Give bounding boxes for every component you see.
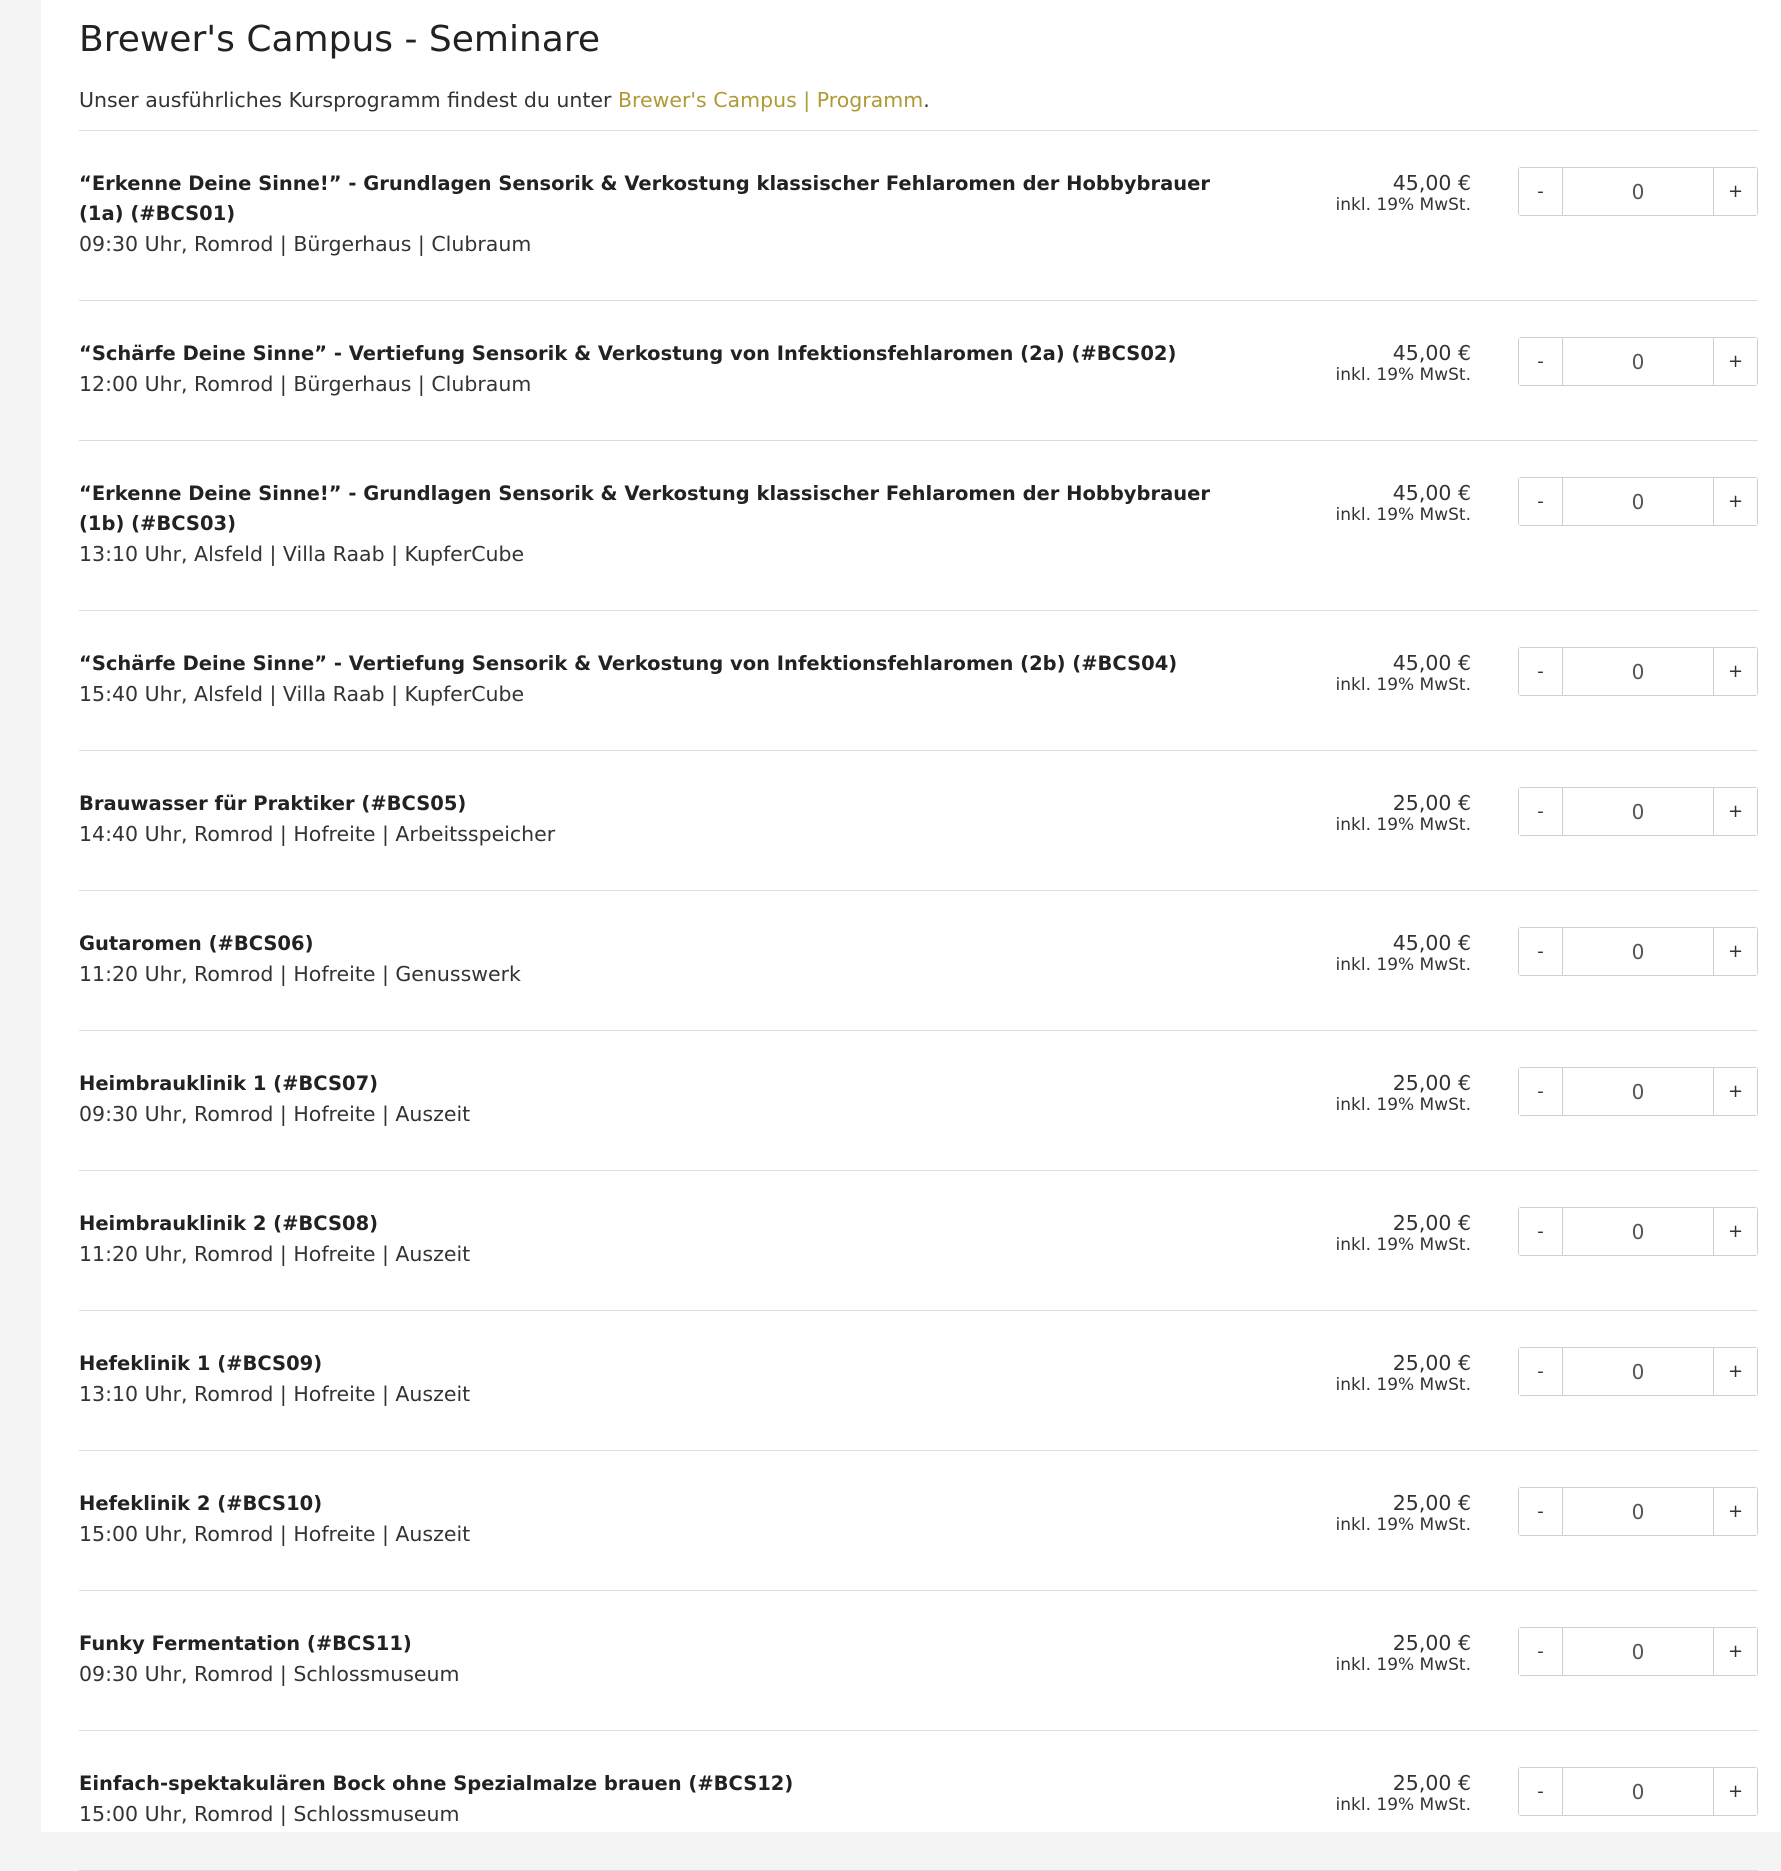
page-title: Brewer's Campus - Seminare: [79, 19, 601, 60]
seminar-price: [1336, 481, 1472, 525]
seminar-row: [79, 301, 1758, 441]
price-tax-note: inkl. 19% MwSt.: [1335, 365, 1471, 385]
seminar-price: [1336, 1071, 1472, 1115]
quantity-input[interactable]: [1563, 1348, 1713, 1395]
quantity-stepper: [1518, 477, 1758, 526]
price-amount: 25,00 €: [1392, 1771, 1471, 1795]
seminar-info: [79, 1209, 1229, 1270]
seminar-info: [79, 649, 1229, 710]
quantity-stepper: [1518, 1487, 1758, 1536]
seminar-title: Einfach-spektakulären Bock ohne Spezialmalze brauen (#BCS12): [79, 1772, 794, 1795]
quantity-input[interactable]: [1563, 478, 1713, 525]
seminar-price: [1336, 1351, 1472, 1395]
quantity-input[interactable]: [1563, 1628, 1713, 1675]
intro-prefix: Unser ausführliches Kursprogramm findest du unter: [79, 88, 618, 112]
seminar-row: [79, 611, 1758, 751]
quantity-input[interactable]: [1563, 1208, 1713, 1255]
increase-quantity-button[interactable]: +: [1713, 338, 1757, 385]
decrease-quantity-button[interactable]: -: [1519, 1348, 1563, 1395]
seminar-list: [79, 131, 1758, 1871]
seminar-info: [79, 1069, 1229, 1130]
decrease-quantity-button[interactable]: -: [1519, 168, 1563, 215]
quantity-stepper: [1518, 647, 1758, 696]
decrease-quantity-button[interactable]: -: [1519, 1488, 1563, 1535]
quantity-stepper: [1518, 337, 1758, 386]
seminar-info: [79, 929, 1229, 990]
seminar-info: [79, 1349, 1229, 1410]
quantity-input[interactable]: [1563, 1068, 1713, 1115]
quantity-input[interactable]: [1563, 1768, 1713, 1815]
content: [79, 0, 1758, 1871]
increase-quantity-button[interactable]: +: [1713, 1488, 1757, 1535]
increase-quantity-button[interactable]: +: [1713, 1768, 1757, 1815]
quantity-input[interactable]: [1563, 168, 1713, 215]
seminar-price: [1336, 1771, 1472, 1815]
seminar-details: 12:00 Uhr, Romrod | Bürgerhaus | Clubraum: [79, 372, 532, 396]
seminar-info: [79, 339, 1229, 400]
seminar-row: [79, 441, 1758, 611]
seminar-row: [79, 1591, 1758, 1731]
price-tax-note: inkl. 19% MwSt.: [1335, 1515, 1471, 1535]
seminar-row: [79, 891, 1758, 1031]
seminar-title: Hefeklinik 1 (#BCS09): [79, 1352, 323, 1375]
decrease-quantity-button[interactable]: -: [1519, 1768, 1563, 1815]
seminar-price: [1336, 791, 1472, 835]
price-tax-note: inkl. 19% MwSt.: [1335, 195, 1471, 215]
intro-text: [79, 87, 1758, 131]
increase-quantity-button[interactable]: +: [1713, 648, 1757, 695]
seminar-title: “Erkenne Deine Sinne!” - Grundlagen Sensorik & Verkostung klassischer Fehlaromen der Hobbybrauer (1a) (#BCS01): [79, 172, 1210, 225]
price-tax-note: inkl. 19% MwSt.: [1335, 1655, 1471, 1675]
seminar-title: “Erkenne Deine Sinne!” - Grundlagen Sensorik & Verkostung klassischer Fehlaromen der Hobbybrauer (1b) (#BCS03): [79, 482, 1210, 535]
seminar-details: 15:40 Uhr, Alsfeld | Villa Raab | KupferCube: [79, 682, 525, 706]
seminar-row: [79, 1451, 1758, 1591]
seminar-row: [79, 1731, 1758, 1871]
quantity-stepper: [1518, 1207, 1758, 1256]
seminar-info: [79, 1629, 1229, 1690]
seminar-title: Hefeklinik 2 (#BCS10): [79, 1492, 323, 1515]
seminar-price: [1336, 931, 1472, 975]
price-amount: 45,00 €: [1392, 341, 1471, 365]
seminar-price: [1336, 171, 1472, 215]
quantity-input[interactable]: [1563, 788, 1713, 835]
seminar-price: [1336, 1491, 1472, 1535]
seminar-price: [1336, 341, 1472, 385]
intro-suffix: .: [923, 88, 930, 112]
increase-quantity-button[interactable]: +: [1713, 1348, 1757, 1395]
seminar-title: Brauwasser für Praktiker (#BCS05): [79, 792, 467, 815]
seminar-details: 11:20 Uhr, Romrod | Hofreite | Auszeit: [79, 1242, 471, 1266]
quantity-input[interactable]: [1563, 928, 1713, 975]
quantity-stepper: [1518, 927, 1758, 976]
price-amount: 45,00 €: [1392, 931, 1471, 955]
price-amount: 45,00 €: [1392, 481, 1471, 505]
seminar-price: [1336, 651, 1472, 695]
seminar-details: 09:30 Uhr, Romrod | Schlossmuseum: [79, 1662, 460, 1686]
seminar-details: 09:30 Uhr, Romrod | Bürgerhaus | Clubraum: [79, 232, 532, 256]
seminar-details: 13:10 Uhr, Alsfeld | Villa Raab | KupferCube: [79, 542, 525, 566]
decrease-quantity-button[interactable]: -: [1519, 1208, 1563, 1255]
seminar-details: 11:20 Uhr, Romrod | Hofreite | Genusswerk: [79, 962, 521, 986]
price-tax-note: inkl. 19% MwSt.: [1335, 1235, 1471, 1255]
increase-quantity-button[interactable]: +: [1713, 788, 1757, 835]
seminar-details: 09:30 Uhr, Romrod | Hofreite | Auszeit: [79, 1102, 471, 1126]
seminar-info: [79, 1769, 1229, 1830]
quantity-input[interactable]: [1563, 648, 1713, 695]
price-tax-note: inkl. 19% MwSt.: [1335, 1795, 1471, 1815]
quantity-stepper: [1518, 1767, 1758, 1816]
seminar-row: [79, 1031, 1758, 1171]
seminar-title: Gutaromen (#BCS06): [79, 932, 314, 955]
quantity-input[interactable]: [1563, 338, 1713, 385]
seminar-info: [79, 789, 1229, 850]
decrease-quantity-button[interactable]: -: [1519, 648, 1563, 695]
seminar-row: [79, 131, 1758, 301]
price-amount: 25,00 €: [1392, 1211, 1471, 1235]
price-amount: 25,00 €: [1392, 1631, 1471, 1655]
decrease-quantity-button[interactable]: -: [1519, 788, 1563, 835]
decrease-quantity-button[interactable]: -: [1519, 1068, 1563, 1115]
increase-quantity-button[interactable]: +: [1713, 478, 1757, 525]
increase-quantity-button[interactable]: +: [1713, 1068, 1757, 1115]
price-amount: 25,00 €: [1392, 1071, 1471, 1095]
decrease-quantity-button[interactable]: -: [1519, 478, 1563, 525]
quantity-stepper: [1518, 167, 1758, 216]
seminar-title: Heimbrauklinik 1 (#BCS07): [79, 1072, 379, 1095]
seminar-details: 13:10 Uhr, Romrod | Hofreite | Auszeit: [79, 1382, 471, 1406]
seminar-title: Heimbrauklinik 2 (#BCS08): [79, 1212, 379, 1235]
price-tax-note: inkl. 19% MwSt.: [1335, 815, 1471, 835]
seminar-info: [79, 479, 1229, 570]
price-amount: 25,00 €: [1392, 1351, 1471, 1375]
decrease-quantity-button[interactable]: -: [1519, 1628, 1563, 1675]
seminar-info: [79, 1489, 1229, 1550]
price-tax-note: inkl. 19% MwSt.: [1335, 1095, 1471, 1115]
decrease-quantity-button[interactable]: -: [1519, 338, 1563, 385]
seminar-info: [79, 169, 1229, 260]
increase-quantity-button[interactable]: +: [1713, 1208, 1757, 1255]
seminar-row: [79, 1171, 1758, 1311]
seminar-row: [79, 1311, 1758, 1451]
price-tax-note: inkl. 19% MwSt.: [1335, 955, 1471, 975]
quantity-stepper: [1518, 1627, 1758, 1676]
seminar-title: “Schärfe Deine Sinne” - Vertiefung Sensorik & Verkostung von Infektionsfehlaromen (2b) (#BCS04): [79, 652, 1178, 675]
quantity-stepper: [1518, 1347, 1758, 1396]
decrease-quantity-button[interactable]: -: [1519, 928, 1563, 975]
price-tax-note: inkl. 19% MwSt.: [1335, 505, 1471, 525]
price-tax-note: inkl. 19% MwSt.: [1335, 675, 1471, 695]
quantity-stepper: [1518, 787, 1758, 836]
increase-quantity-button[interactable]: +: [1713, 1628, 1757, 1675]
seminar-title: “Schärfe Deine Sinne” - Vertiefung Sensorik & Verkostung von Infektionsfehlaromen (2a) (#BCS02): [79, 342, 1177, 365]
seminar-price: [1336, 1211, 1472, 1255]
seminar-details: 15:00 Uhr, Romrod | Schlossmuseum: [79, 1802, 460, 1826]
price-amount: 25,00 €: [1392, 791, 1471, 815]
price-amount: 45,00 €: [1392, 651, 1471, 675]
increase-quantity-button[interactable]: +: [1713, 168, 1757, 215]
seminar-title: Funky Fermentation (#BCS11): [79, 1632, 412, 1655]
quantity-input[interactable]: [1563, 1488, 1713, 1535]
program-link[interactable]: Brewer's Campus | Programm: [617, 88, 924, 112]
price-tax-note: inkl. 19% MwSt.: [1335, 1375, 1471, 1395]
seminar-price: [1336, 1631, 1472, 1675]
increase-quantity-button[interactable]: +: [1713, 928, 1757, 975]
price-amount: 45,00 €: [1392, 171, 1471, 195]
page-container: [41, 0, 1781, 1832]
seminar-details: 14:40 Uhr, Romrod | Hofreite | Arbeitsspeicher: [79, 822, 556, 846]
price-amount: 25,00 €: [1392, 1491, 1471, 1515]
seminar-row: [79, 751, 1758, 891]
seminar-details: 15:00 Uhr, Romrod | Hofreite | Auszeit: [79, 1522, 471, 1546]
quantity-stepper: [1518, 1067, 1758, 1116]
